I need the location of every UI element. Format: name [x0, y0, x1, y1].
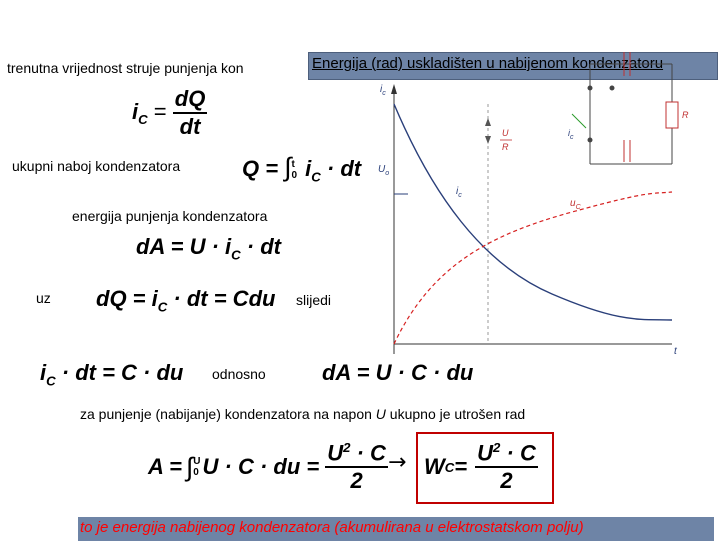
axis-x-label: t [674, 346, 677, 357]
label-ukupni-naboj: ukupni naboj kondenzatora [12, 158, 181, 174]
label-slijedi: slijedi [296, 292, 332, 308]
label-za-punjenje: za punjenje (nabijanje) kondenzatora na napon U ukupno je utrošen rad [80, 406, 526, 422]
helper-arrow-down [485, 136, 491, 144]
charging-graph [372, 44, 718, 364]
equation-ic: $i_C$ = $\frac{dQ}{dt}$ [132, 86, 206, 139]
label-u-over-r: U [502, 128, 509, 138]
label-uz: uz [36, 290, 51, 306]
equation-ic-dt: $i_C$ · dt = C · du [40, 360, 184, 389]
curve-ic [394, 104, 672, 320]
equation-total-work: A = ∫ U 0 U · C · du = $\frac{U^2 \cdot C}{2}$ [148, 440, 386, 494]
helper-arrow-up [485, 118, 491, 126]
header-left-text: trenutna vrijednost struje punjenja kon [7, 60, 244, 76]
equation-dA-current: dA = $U \cdot i_C$ · dt [136, 234, 281, 263]
curve-uc-label: $u_C$ [570, 198, 581, 211]
label-energija-punjenja: energija punjenja kondenzatora [72, 208, 268, 224]
resistor-label: R [682, 110, 689, 120]
curve-ic-label: $i_c$ [456, 186, 462, 199]
conclusion-text: to je energija nabijenog kondenzatora (akumulirana u elektrostatskom polju) [80, 519, 584, 536]
slide-title: Energija (rad) uskladišten u nabijenom kondenzatoru [312, 55, 664, 72]
label-odnosno: odnosno [212, 366, 266, 382]
axis-y-label: $i_c$ [380, 84, 386, 97]
equation-dA-voltage: dA = U · C · du [322, 360, 474, 385]
circuit-sketch [572, 52, 678, 164]
circuit-ic-label: $i_c$ [568, 128, 574, 141]
equation-dQ: dQ = $i_C$ · dt = Cdu [96, 286, 276, 315]
label-u-level: $U_o$ [378, 164, 390, 177]
graph-y-arrow [391, 84, 397, 94]
curve-uc [394, 192, 672, 344]
equation-energy-result: W C = $\frac{U^2 \cdot C}{2}$ [424, 440, 536, 494]
label-u-over-r-den: R [502, 142, 509, 152]
equation-charge: Q = ∫ t 0 $i_C$ · dt [242, 152, 362, 185]
arrow-symbol: → [388, 450, 407, 475]
